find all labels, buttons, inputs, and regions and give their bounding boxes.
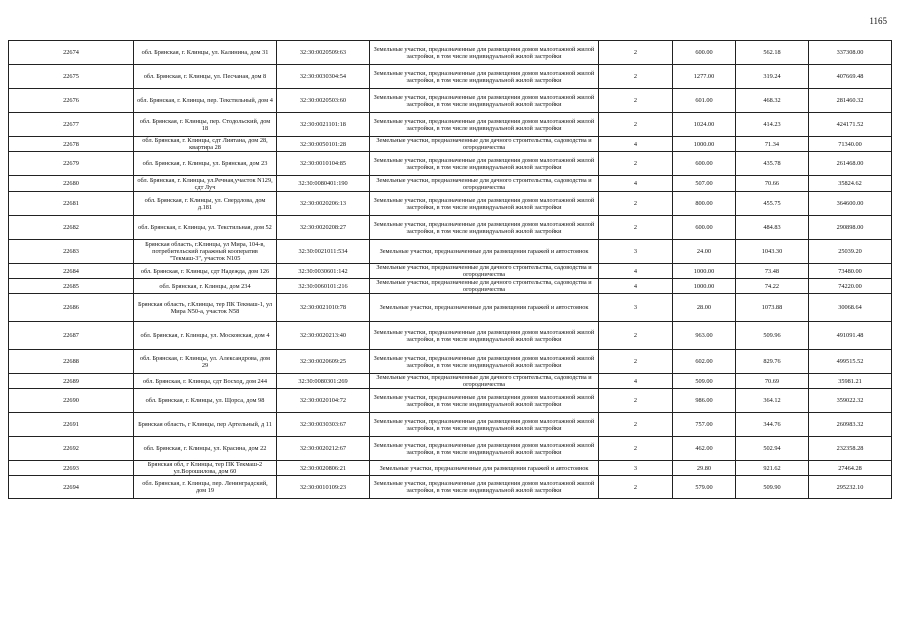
cadastral-value-cell: 337308.00	[809, 41, 892, 65]
land-use-cell: Земельные участки, предназначенные для размещения гаражей и автостоянок	[370, 461, 599, 476]
cadastral-number-cell: 32:30:0021011:534	[277, 240, 370, 264]
usage-group-cell: 2	[599, 113, 673, 137]
area-cell: 963.00	[673, 322, 736, 350]
table-row	[9, 192, 892, 216]
specific-value-cell: 319.24	[736, 65, 809, 89]
table-row	[9, 413, 892, 437]
row-id-cell: 22682	[9, 216, 134, 240]
specific-value-cell: 1043.30	[736, 240, 809, 264]
usage-group-cell: 2	[599, 350, 673, 374]
cadastral-value-cell: 364600.00	[809, 192, 892, 216]
cadastral-value-table	[8, 40, 892, 499]
cadastral-value-cell: 424171.52	[809, 113, 892, 137]
usage-group-cell: 4	[599, 176, 673, 192]
table-row	[9, 113, 892, 137]
row-id-cell: 22691	[9, 413, 134, 437]
specific-value-cell: 70.69	[736, 374, 809, 389]
cadastral-value-cell: 35824.62	[809, 176, 892, 192]
cadastral-number-cell: 32:30:0020503:60	[277, 89, 370, 113]
land-use-cell: Земельные участки, предназначенные для дачного строительства, садоводства и огородничества	[370, 176, 599, 192]
land-use-cell: Земельные участки, предназначенные для размещения домов малоэтажной жилой застройки, в том числе индивидуальной жилой застройки	[370, 389, 599, 413]
cadastral-number-cell: 32:30:0020206:13	[277, 192, 370, 216]
table-row	[9, 89, 892, 113]
area-cell: 986.00	[673, 389, 736, 413]
usage-group-cell: 2	[599, 389, 673, 413]
land-use-cell: Земельные участки, предназначенные для размещения домов малоэтажной жилой застройки, в том числе индивидуальной жилой застройки	[370, 322, 599, 350]
land-use-cell: Земельные участки, предназначенные для размещения домов малоэтажной жилой застройки, в том числе индивидуальной жилой застройки	[370, 89, 599, 113]
usage-group-cell: 2	[599, 65, 673, 89]
cadastral-value-cell: 73480.00	[809, 264, 892, 279]
address-cell: обл. Брянская, г. Клинцы, ул. Московская, дом 4	[134, 322, 277, 350]
specific-value-cell: 74.22	[736, 279, 809, 294]
cadastral-value-cell: 407669.48	[809, 65, 892, 89]
address-cell: обл. Брянская, г. Клинцы, сдт Восход, дом 244	[134, 374, 277, 389]
address-cell: обл. Брянская, г. Клинцы, сдт Надежда, дом 126	[134, 264, 277, 279]
address-cell: обл. Брянская, г. Клинцы, ул. Брянская, дом 23	[134, 152, 277, 176]
usage-group-cell: 4	[599, 374, 673, 389]
row-id-cell: 22684	[9, 264, 134, 279]
table-row	[9, 322, 892, 350]
row-id-cell: 22675	[9, 65, 134, 89]
cadastral-value-cell: 71340.00	[809, 137, 892, 152]
area-cell: 1000.00	[673, 279, 736, 294]
specific-value-cell: 502.94	[736, 437, 809, 461]
address-cell: обл. Брянская, г. Клинцы, дом 234	[134, 279, 277, 294]
row-id-cell: 22693	[9, 461, 134, 476]
land-use-cell: Земельные участки, предназначенные для размещения домов малоэтажной жилой застройки, в том числе индивидуальной жилой застройки	[370, 216, 599, 240]
cadastral-value-cell: 499515.52	[809, 350, 892, 374]
row-id-cell: 22679	[9, 152, 134, 176]
area-cell: 600.00	[673, 216, 736, 240]
specific-value-cell: 435.78	[736, 152, 809, 176]
area-cell: 1000.00	[673, 264, 736, 279]
cadastral-value-cell: 281460.32	[809, 89, 892, 113]
address-cell: обл. Брянская, г. Клинцы, пер. Текстильный, дом 4	[134, 89, 277, 113]
cadastral-value-cell: 74220.00	[809, 279, 892, 294]
land-use-cell: Земельные участки, предназначенные для дачного строительства, садоводства и огородничества	[370, 279, 599, 294]
land-use-cell: Земельные участки, предназначенные для размещения домов малоэтажной жилой застройки, в том числе индивидуальной жилой застройки	[370, 476, 599, 499]
usage-group-cell: 2	[599, 437, 673, 461]
row-id-cell: 22686	[9, 294, 134, 322]
table-row	[9, 176, 892, 192]
specific-value-cell: 414.23	[736, 113, 809, 137]
table-body	[9, 41, 892, 499]
area-cell: 601.00	[673, 89, 736, 113]
table-row	[9, 240, 892, 264]
row-id-cell: 22680	[9, 176, 134, 192]
table-row	[9, 264, 892, 279]
row-id-cell: 22687	[9, 322, 134, 350]
area-cell: 1024.00	[673, 113, 736, 137]
usage-group-cell: 2	[599, 322, 673, 350]
address-cell: Брянская обл, г Клинцы, тер ПК Текмаш-2 ул.Ворошилова, дом 60	[134, 461, 277, 476]
land-use-cell: Земельные участки, предназначенные для размещения домов малоэтажной жилой застройки, в том числе индивидуальной жилой застройки	[370, 413, 599, 437]
cadastral-number-cell: 32:30:0021101:18	[277, 113, 370, 137]
cadastral-value-cell: 295232.10	[809, 476, 892, 499]
land-use-cell: Земельные участки, предназначенные для размещения домов малоэтажной жилой застройки, в том числе индивидуальной жилой застройки	[370, 41, 599, 65]
cadastral-value-cell: 232358.28	[809, 437, 892, 461]
land-use-cell: Земельные участки, предназначенные для дачного строительства, садоводства и огородничества	[370, 137, 599, 152]
area-cell: 579.00	[673, 476, 736, 499]
area-cell: 462.00	[673, 437, 736, 461]
table-row	[9, 216, 892, 240]
cadastral-number-cell: 32:30:0080401:190	[277, 176, 370, 192]
area-cell: 602.00	[673, 350, 736, 374]
land-use-cell: Земельные участки, предназначенные для размещения домов малоэтажной жилой застройки, в том числе индивидуальной жилой застройки	[370, 152, 599, 176]
table-row	[9, 476, 892, 499]
usage-group-cell: 2	[599, 41, 673, 65]
specific-value-cell: 484.83	[736, 216, 809, 240]
cadastral-number-cell: 32:30:0060101:216	[277, 279, 370, 294]
address-cell: обл. Брянская, г. Клинцы, ул. Свердлова, дом д.181	[134, 192, 277, 216]
usage-group-cell: 4	[599, 264, 673, 279]
land-use-cell: Земельные участки, предназначенные для размещения гаражей и автостоянок	[370, 240, 599, 264]
area-cell: 509.00	[673, 374, 736, 389]
cadastral-number-cell: 32:30:0020806:21	[277, 461, 370, 476]
cadastral-number-cell: 32:30:0010109:23	[277, 476, 370, 499]
address-cell: обл. Брянская, г. Клинцы, ул. Калинина, дом 31	[134, 41, 277, 65]
table-row	[9, 152, 892, 176]
address-cell: обл. Брянская, г. Клинцы, сдт Лиятана, дом 28, квартира 28	[134, 137, 277, 152]
usage-group-cell: 2	[599, 476, 673, 499]
address-cell: обл. Брянская, г. Клинцы, ул. Красина, дом 22	[134, 437, 277, 461]
address-cell: обл. Брянская, г. Клинцы, ул. Щорса, дом 98	[134, 389, 277, 413]
land-use-cell: Земельные участки, предназначенные для размещения домов малоэтажной жилой застройки, в том числе индивидуальной жилой застройки	[370, 113, 599, 137]
row-id-cell: 22688	[9, 350, 134, 374]
row-id-cell: 22676	[9, 89, 134, 113]
area-cell: 507.00	[673, 176, 736, 192]
table-row	[9, 374, 892, 389]
specific-value-cell: 344.76	[736, 413, 809, 437]
cadastral-value-cell: 261468.00	[809, 152, 892, 176]
cadastral-value-cell: 359022.32	[809, 389, 892, 413]
cadastral-number-cell: 32:30:0021010:78	[277, 294, 370, 322]
land-use-cell: Земельные участки, предназначенные для размещения гаражей и автостоянок	[370, 294, 599, 322]
usage-group-cell: 3	[599, 240, 673, 264]
usage-group-cell: 2	[599, 192, 673, 216]
land-use-cell: Земельные участки, предназначенные для размещения домов малоэтажной жилой застройки, в том числе индивидуальной жилой застройки	[370, 65, 599, 89]
cadastral-number-cell: 32:30:0030304:54	[277, 65, 370, 89]
cadastral-number-cell: 32:30:0020104:72	[277, 389, 370, 413]
row-id-cell: 22685	[9, 279, 134, 294]
table-row	[9, 279, 892, 294]
row-id-cell: 22681	[9, 192, 134, 216]
row-id-cell: 22683	[9, 240, 134, 264]
address-cell: обл. Брянская, г. Клинцы, пер. Стодольский, дом 18	[134, 113, 277, 137]
row-id-cell: 22677	[9, 113, 134, 137]
table-row	[9, 41, 892, 65]
usage-group-cell: 3	[599, 461, 673, 476]
area-cell: 1277.00	[673, 65, 736, 89]
address-cell: Брянская область, г.Клинцы, ул Мира, 104-в, потребительский гаражный кооператив "Текмаш-3", участок N105	[134, 240, 277, 264]
address-cell: обл. Брянская, г. Клинцы, пер. Ленинградский, дом 19	[134, 476, 277, 499]
cadastral-number-cell: 32:30:0020213:40	[277, 322, 370, 350]
cadastral-value-cell: 30068.64	[809, 294, 892, 322]
cadastral-value-cell: 27464.28	[809, 461, 892, 476]
cadastral-number-cell: 32:30:0030601:142	[277, 264, 370, 279]
specific-value-cell: 562.18	[736, 41, 809, 65]
address-cell: обл. Брянская, г. Клинцы, ул. Текстильная, дом 52	[134, 216, 277, 240]
area-cell: 800.00	[673, 192, 736, 216]
cadastral-number-cell: 32:30:0020208:27	[277, 216, 370, 240]
table-row	[9, 137, 892, 152]
specific-value-cell: 70.66	[736, 176, 809, 192]
area-cell: 600.00	[673, 41, 736, 65]
specific-value-cell: 468.32	[736, 89, 809, 113]
address-cell: Брянская область, г.Клинцы, тер ПК Текмаш-1, ул Мира N50-а, участок N58	[134, 294, 277, 322]
table-row	[9, 389, 892, 413]
specific-value-cell: 509.96	[736, 322, 809, 350]
table-row	[9, 350, 892, 374]
usage-group-cell: 4	[599, 279, 673, 294]
usage-group-cell: 2	[599, 89, 673, 113]
area-cell: 29.80	[673, 461, 736, 476]
address-cell: обл. Брянская, г. Клинцы, ул. Александрова, дом 29	[134, 350, 277, 374]
row-id-cell: 22689	[9, 374, 134, 389]
page-number: 1165	[869, 16, 887, 26]
cadastral-value-cell: 260983.32	[809, 413, 892, 437]
land-use-cell: Земельные участки, предназначенные для размещения домов малоэтажной жилой застройки, в том числе индивидуальной жилой застройки	[370, 192, 599, 216]
cadastral-number-cell: 32:30:0050101:28	[277, 137, 370, 152]
area-cell: 1000.00	[673, 137, 736, 152]
specific-value-cell: 364.12	[736, 389, 809, 413]
area-cell: 28.00	[673, 294, 736, 322]
row-id-cell: 22678	[9, 137, 134, 152]
cadastral-number-cell: 32:30:0030303:67	[277, 413, 370, 437]
specific-value-cell: 829.76	[736, 350, 809, 374]
address-cell: обл. Брянская, г. Клинцы, ул.Речная,участок N129, сдт Луч	[134, 176, 277, 192]
cadastral-value-cell: 290898.00	[809, 216, 892, 240]
usage-group-cell: 2	[599, 152, 673, 176]
cadastral-number-cell: 32:30:0020609:25	[277, 350, 370, 374]
land-use-cell: Земельные участки, предназначенные для дачного строительства, садоводства и огородничества	[370, 264, 599, 279]
cadastral-number-cell: 32:30:0080301:269	[277, 374, 370, 389]
table-row	[9, 461, 892, 476]
land-use-cell: Земельные участки, предназначенные для размещения домов малоэтажной жилой застройки, в том числе индивидуальной жилой застройки	[370, 437, 599, 461]
specific-value-cell: 1073.88	[736, 294, 809, 322]
area-cell: 600.00	[673, 152, 736, 176]
cadastral-value-cell: 35981.21	[809, 374, 892, 389]
table-row	[9, 294, 892, 322]
table-row	[9, 65, 892, 89]
table-row	[9, 437, 892, 461]
row-id-cell: 22690	[9, 389, 134, 413]
land-use-cell: Земельные участки, предназначенные для дачного строительства, садоводства и огородничества	[370, 374, 599, 389]
area-cell: 757.00	[673, 413, 736, 437]
specific-value-cell: 921.62	[736, 461, 809, 476]
cadastral-number-cell: 32:30:0020212:67	[277, 437, 370, 461]
usage-group-cell: 3	[599, 294, 673, 322]
specific-value-cell: 455.75	[736, 192, 809, 216]
usage-group-cell: 2	[599, 413, 673, 437]
cadastral-value-cell: 491091.48	[809, 322, 892, 350]
land-use-cell: Земельные участки, предназначенные для размещения домов малоэтажной жилой застройки, в том числе индивидуальной жилой застройки	[370, 350, 599, 374]
usage-group-cell: 4	[599, 137, 673, 152]
address-cell: обл. Брянская, г. Клинцы, ул. Песчаная, дом 8	[134, 65, 277, 89]
address-cell: Брянская область, г Клинцы, пер Артельный, д 11	[134, 413, 277, 437]
specific-value-cell: 509.90	[736, 476, 809, 499]
row-id-cell: 22694	[9, 476, 134, 499]
cadastral-number-cell: 32:30:0020509:63	[277, 41, 370, 65]
cadastral-value-cell: 25039.20	[809, 240, 892, 264]
row-id-cell: 22674	[9, 41, 134, 65]
specific-value-cell: 71.34	[736, 137, 809, 152]
cadastral-number-cell: 32:30:0010104:85	[277, 152, 370, 176]
usage-group-cell: 2	[599, 216, 673, 240]
area-cell: 24.00	[673, 240, 736, 264]
row-id-cell: 22692	[9, 437, 134, 461]
specific-value-cell: 73.48	[736, 264, 809, 279]
